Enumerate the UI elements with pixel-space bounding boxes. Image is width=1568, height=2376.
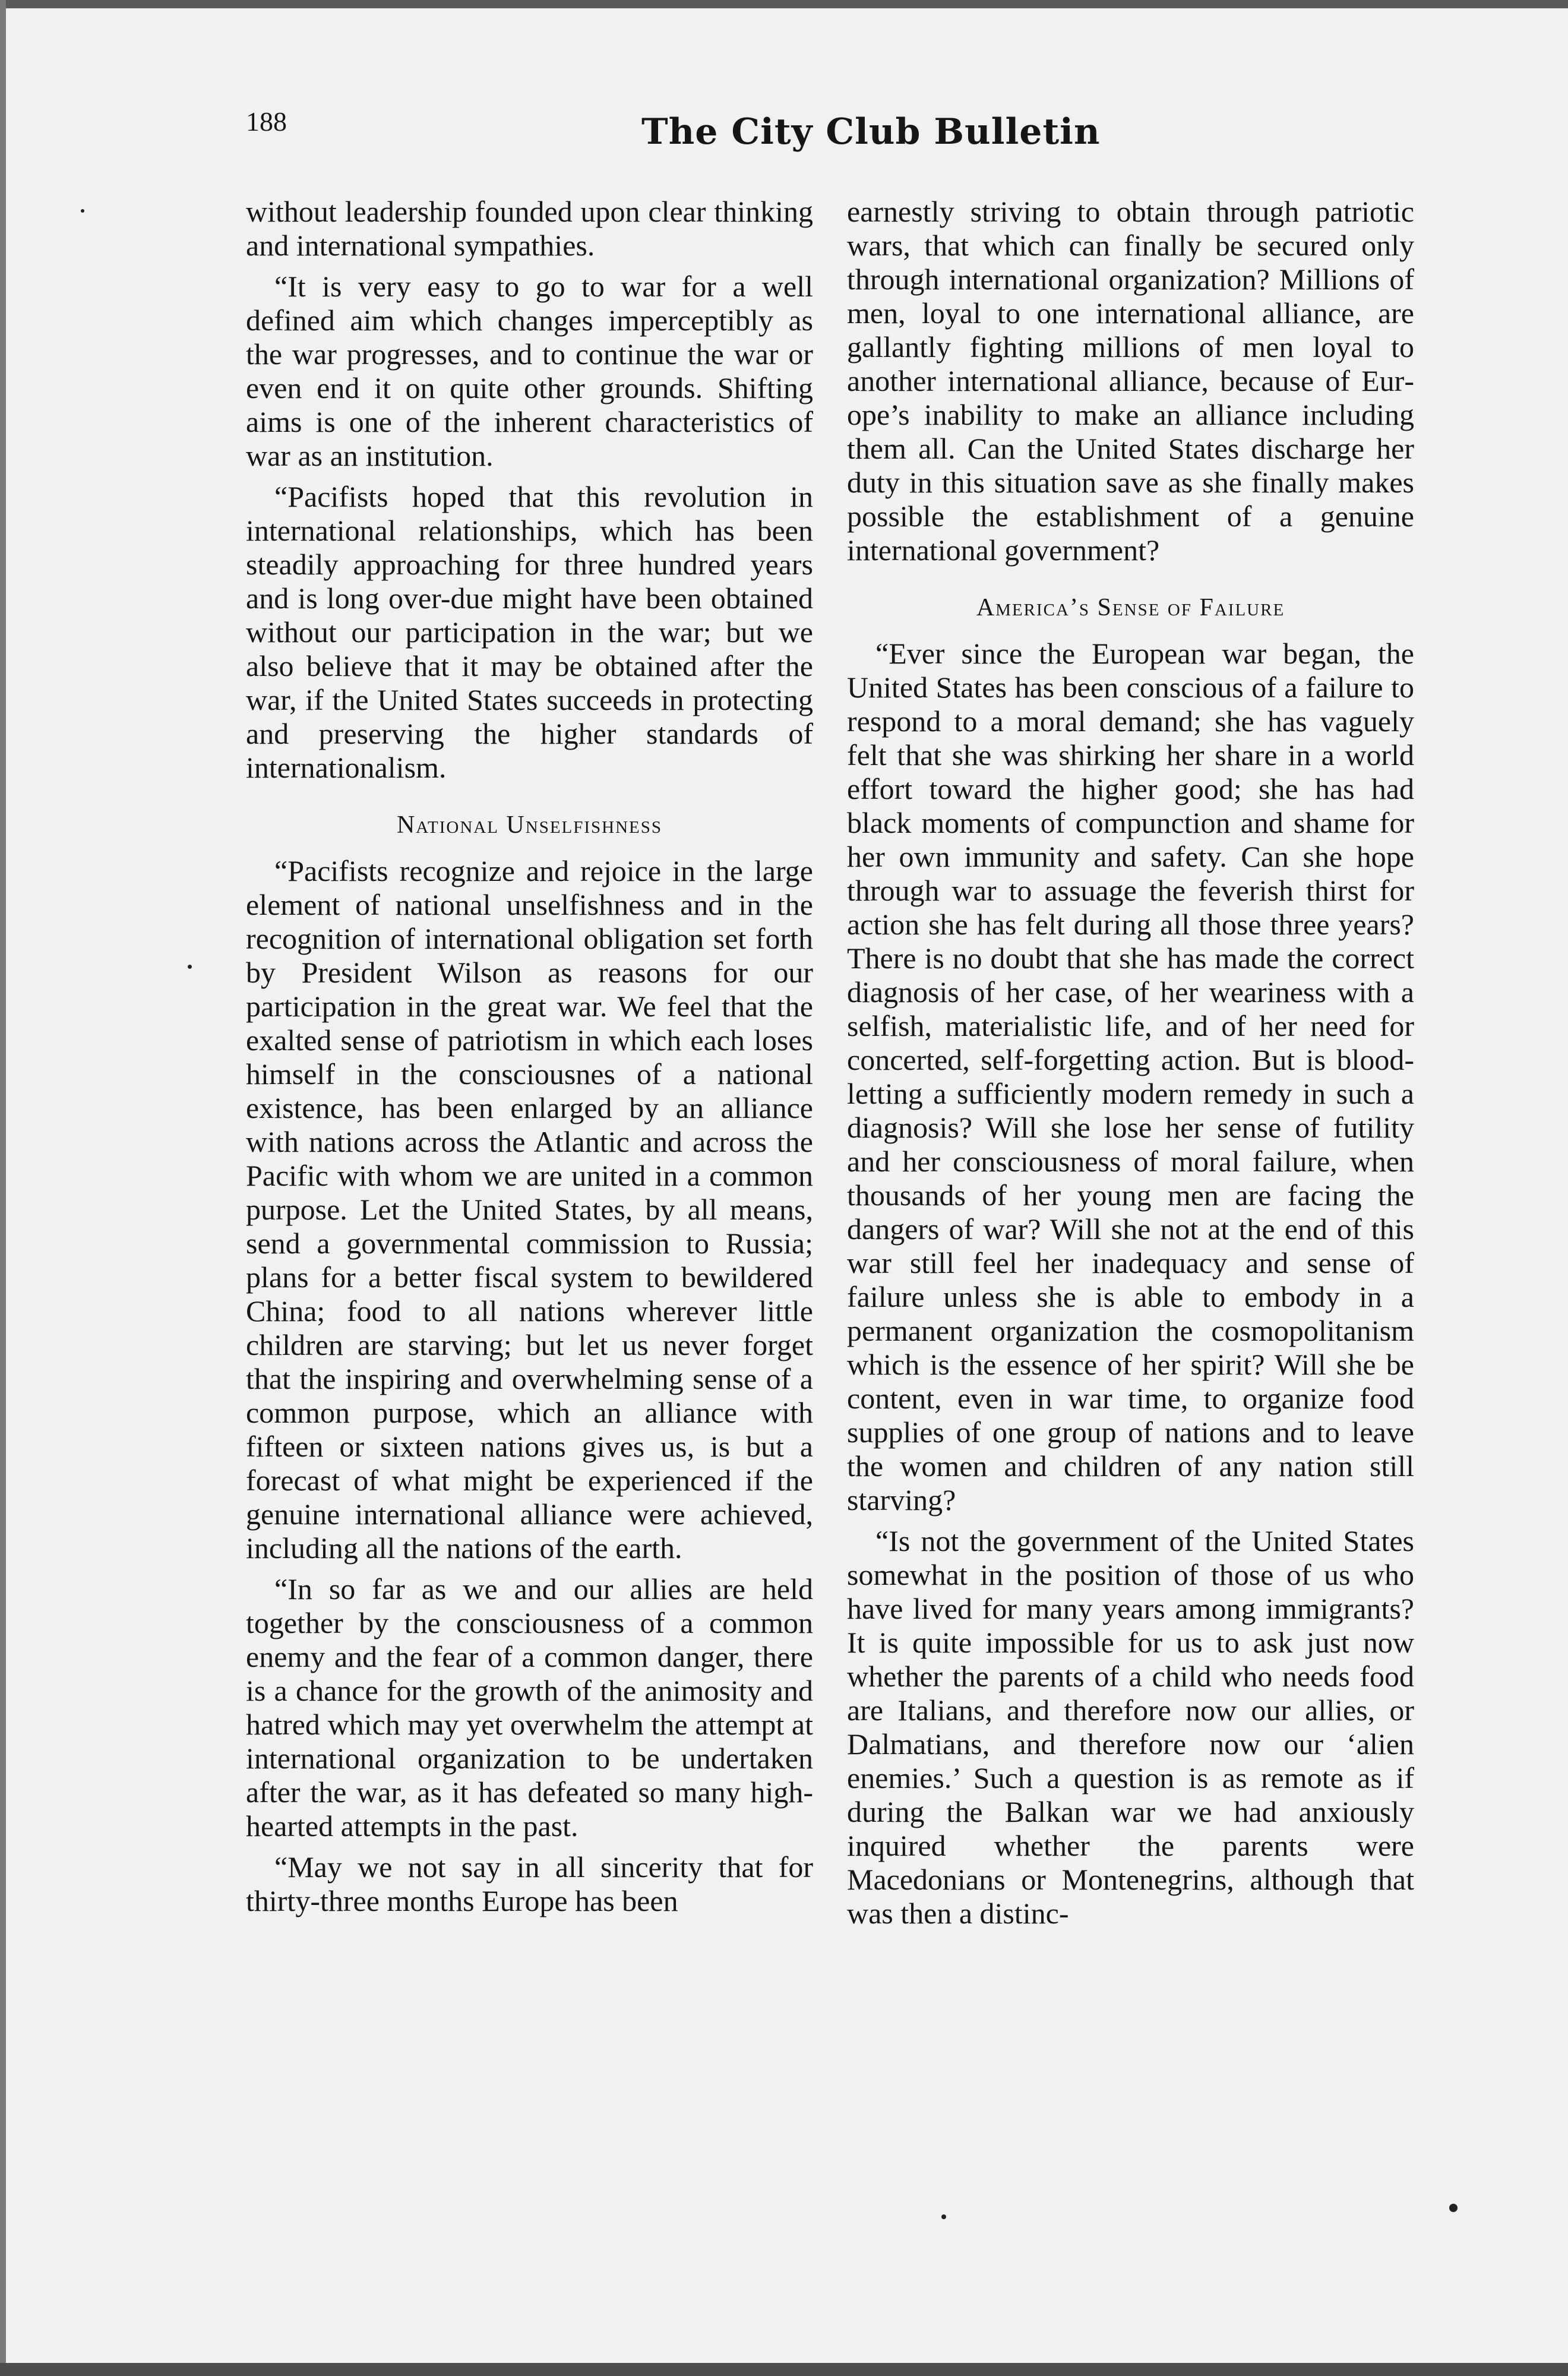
- right-paragraph-3: “Is not the government of the United States somewhat in the position of those of us who have lived for many years among immigrants? It is quite impossible for us to ask just now whether the parents of a child who needs food are Italians, and therefore now our allies, or Dalmatians, and therefore now our ‘alien enemies.’ Such a question is as remote as if during the Balkan war we had anxiously inquired whether the parents were Macedonians or Montenegrins, although that was then a distinc-: [847, 1524, 1414, 1930]
- left-column: [246, 195, 813, 1925]
- left-paragraph-1: without leadership founded upon clear thinking and international sympathies.: [246, 195, 813, 262]
- left-paragraph-5: “In so far as we and our allies are held together by the consciousness of a common enemy and the fear of a common danger, there is a chance for the growth of the animosity and hatred which may yet overwhelm the attempt at international organization to be undertaken after the war, as it has defeated so many high-hearted attempts in the past.: [246, 1572, 813, 1843]
- scan-edge-top: [0, 0, 1568, 8]
- page-number: 188: [246, 106, 287, 137]
- section-heading-americas-sense-of-failure: America’s Sense of Failure: [976, 594, 1285, 621]
- left-paragraph-3: “Pacifists hoped that this revolution in international relationships, which has been steadily approaching for three hundred years and is long over-due might have been obtained without our participation in the war; but we also believe that it may be obtained after the war, if the United States succeeds in protecting and preserving the higher standards of internationalism.: [246, 480, 813, 784]
- scan-speck: [81, 209, 84, 213]
- running-head: The City Club Bulletin: [641, 111, 1101, 153]
- scan-edge-left: [0, 0, 6, 2376]
- scan-speck: [188, 965, 192, 969]
- left-paragraph-4: “Pacifists recognize and rejoice in the large element of national unselfishness and in the recognition of international obligation set forth by President Wilson as reasons for our participation in the great war. We feel that the exalted sense of patriotism in which each loses himself in the consciousnes of a national existence, has been enlarged by an alliance with nations across the Atlantic and across the Pacific with whom we are united in a common purpose. Let the United States, by all means, send a governmental commission to Russia; plans for a better fiscal system to bewildered China; food to all nations wherever little children are starving; but let us never forget that the inspiring and overwhelming sense of a common purpose, which an alliance with fifteen or sixteen nations gives us, is but a forecast of what might be experienced if the genuine international alliance were achieved, including all the nations of the earth.: [246, 854, 813, 1565]
- right-column: [847, 195, 1414, 1938]
- scan-speck: [941, 2214, 946, 2219]
- scan-edge-bottom: [0, 2363, 1568, 2376]
- left-paragraph-6: “May we not say in all sincerity that for thirty-three months Europe has been: [246, 1850, 813, 1917]
- right-paragraph-1: earnestly striving to obtain through patriotic wars, that which can finally be secured only through international organization? Millions of men, loyal to one international alliance, are gallantly fighting millions of men loyal to another international alliance, because of Europe’s inability to make an alliance including them all. Can the United States discharge her duty in this situation save as she finally makes possible the establishment of a genuine international government?: [847, 195, 1414, 567]
- section-heading-national-unselfishness: National Unselfishness: [396, 811, 663, 839]
- left-paragraph-2: “It is very easy to go to war for a well defined aim which changes imperceptibly as the war progresses, and to continue the war or even end it on quite other grounds. Shifting aims is one of the inherent characteristics of war as an institution.: [246, 270, 813, 472]
- right-paragraph-2: “Ever since the European war began, the United States has been conscious of a failure to respond to a moral demand; she has vaguely felt that she was shirking her share in a world effort toward the higher good; she has had black moments of compunction and shame for her own immunity and safety. Can she hope through war to assuage the feverish thirst for action she has felt during all those three years? There is no doubt that she has made the correct diagnosis of her case, of her weariness with a selfish, materialistic life, and of her need for concerted, self-forgetting action. But is blood-letting a sufficiently modern remedy in such a diagnosis? Will she lose her sense of futility and her consciousness of moral failure, when thousands of her young men are facing the dangers of war? Will she not at the end of this war still feel her inadequacy and sense of failure unless she is able to embody in a permanent organization the cosmopolitanism which is the essence of her spirit? Will she be content, even in war time, to organize food supplies of one group of nations and to leave the women and children of any nation still starving?: [847, 637, 1414, 1516]
- scan-speck: [1449, 2204, 1458, 2212]
